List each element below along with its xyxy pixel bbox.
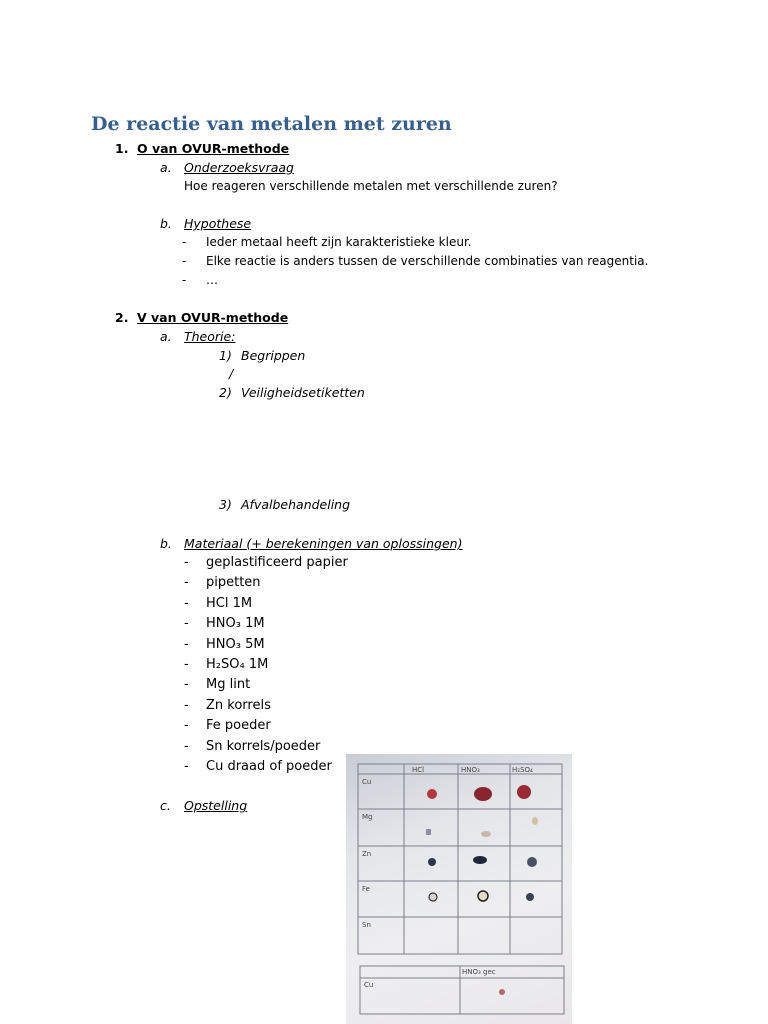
section-1-label: O van OVUR-methode — [137, 141, 290, 156]
sample-spot — [427, 789, 437, 799]
material-item-label: Mg lint — [206, 677, 251, 693]
sample-spot — [499, 989, 505, 995]
grid-row-label: Fe — [362, 885, 370, 893]
subsection-2b-letter: b. — [160, 536, 172, 551]
subsection-2a-label: Theorie: — [184, 329, 236, 344]
sample-spot — [481, 831, 491, 837]
hypothesis-item: - Elke reactie is anders tussen de verschillende combinaties van reagentia. — [182, 254, 649, 268]
bullet-dash: - — [184, 677, 189, 693]
subsection-2c-heading — [160, 798, 247, 813]
lower-grid-header: HNO₃ gec — [462, 968, 496, 976]
subsection-1b-label: Hypothese — [184, 216, 252, 231]
subsection-2a-heading — [160, 329, 235, 344]
research-question-text: Hoe reageren verschillende metalen met verschillende zuren? — [184, 179, 558, 193]
subsection-2c-letter: c. — [160, 798, 171, 813]
material-item — [184, 637, 265, 652]
subsection-1b-heading — [160, 216, 251, 231]
grid-row-label: Mg — [362, 813, 373, 821]
section-1-number: 1. — [115, 141, 129, 156]
page-title: De reactie van metalen met zuren — [91, 113, 452, 135]
subsection-2b-heading — [160, 536, 462, 551]
bullet-dash: - — [184, 759, 189, 774]
subsection-2c-label: Opstelling — [184, 798, 248, 813]
material-item — [184, 739, 320, 754]
sample-spots — [426, 785, 538, 995]
sample-spot — [428, 858, 436, 866]
theory-item: 2) Veiligheidsetiketten — [219, 385, 365, 400]
bullet-dash: - — [184, 616, 189, 632]
subsection-2a-letter: a. — [160, 329, 172, 344]
material-item-label: Fe poeder — [206, 718, 271, 734]
grid-row-label: Zn — [362, 850, 372, 858]
material-item-label: HCl 1M — [206, 595, 253, 611]
sample-spot — [426, 829, 431, 835]
subsection-1a-label: Onderzoeksvraag — [184, 160, 294, 175]
experiment-photo — [346, 754, 572, 1024]
subsection-1a-heading — [160, 160, 294, 175]
sample-spot — [474, 787, 492, 801]
sample-spot — [429, 893, 437, 901]
sample-spot — [517, 785, 531, 799]
grid-row-label: Sn — [362, 921, 371, 929]
material-item — [184, 596, 252, 611]
material-item — [184, 698, 271, 713]
material-item-label: HNO₃ 1M — [206, 616, 265, 632]
material-item-label: pipetten — [206, 575, 261, 591]
sample-spot — [473, 856, 487, 864]
material-item-label: HNO₃ 5M — [206, 636, 265, 652]
section-2-heading — [115, 310, 288, 325]
theory-slash: / — [229, 366, 234, 381]
bullet-dash: - — [184, 575, 189, 591]
theory-item: 3) Afvalbehandeling — [219, 497, 351, 512]
bullet-dash: - — [184, 595, 189, 611]
theory-item: 1) Begrippen — [219, 348, 306, 363]
bullet-dash: - — [184, 555, 189, 570]
section-2-label: V van OVUR-methode — [137, 310, 289, 325]
grid-col-header: H₂SO₄ — [512, 766, 533, 774]
sample-spot — [527, 857, 537, 867]
material-item — [184, 555, 348, 570]
material-item — [184, 616, 265, 631]
material-item — [184, 657, 268, 672]
sample-spot — [478, 891, 488, 901]
section-1-heading — [115, 141, 289, 156]
hypothesis-item: - Ieder metaal heeft zijn karakteristieke kleur. — [182, 235, 472, 249]
subsection-2b-label: Materiaal (+ berekeningen van oplossingen) — [184, 536, 463, 551]
bullet-dash: - — [184, 718, 189, 734]
lower-grid-row-label: Cu — [364, 981, 374, 989]
bullet-dash: - — [184, 636, 189, 652]
material-item-label: H₂SO₄ 1M — [206, 657, 269, 672]
material-item-label: Cu draad of poeder — [206, 759, 332, 774]
material-item — [184, 718, 271, 733]
subsection-1b-letter: b. — [160, 216, 172, 231]
material-item — [184, 575, 261, 590]
sample-spot — [526, 893, 534, 901]
section-2-number: 2. — [115, 310, 129, 325]
grid-col-header: HNO₃ — [461, 766, 480, 774]
grid-row-label: Cu — [362, 778, 372, 786]
grid-col-header: HCl — [412, 766, 425, 774]
material-item-label: Sn korrels/poeder — [206, 738, 321, 754]
material-item-label: geplastificeerd papier — [206, 555, 348, 570]
bullet-dash: - — [184, 738, 189, 754]
material-item-label: Zn korrels — [206, 697, 271, 713]
material-item — [184, 759, 332, 774]
bullet-dash: - — [184, 697, 189, 713]
bullet-dash: - — [184, 657, 189, 672]
experiment-grid — [346, 754, 572, 1024]
sample-spot — [532, 817, 538, 825]
material-item — [184, 677, 250, 692]
hypothesis-item: - … — [182, 273, 218, 287]
subsection-1a-letter: a. — [160, 160, 172, 175]
